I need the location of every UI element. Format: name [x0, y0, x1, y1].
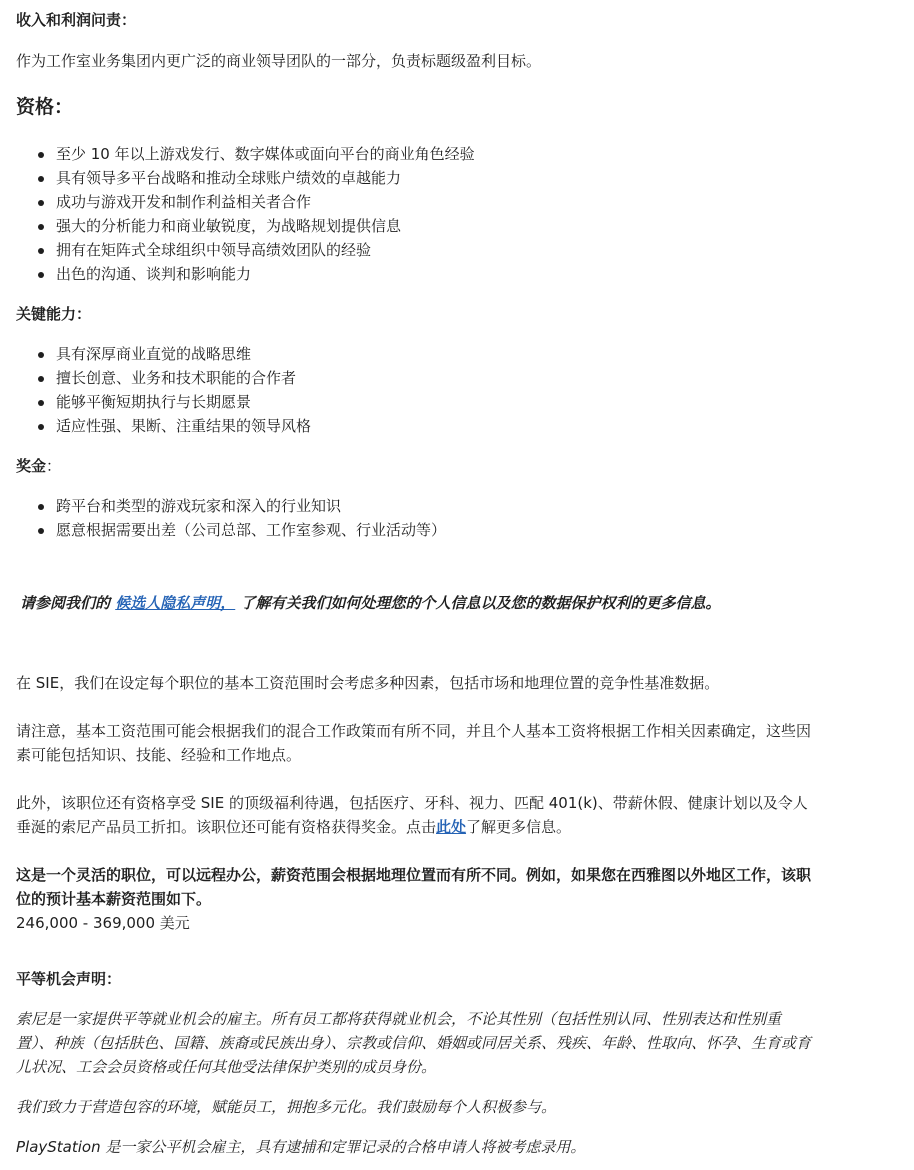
eeo-paragraph-3: PlayStation 是一家公平机会雇主，具有逮捕和定罪记录的合格申请人将被考虑录用。 [16, 1138, 586, 1156]
list-item: 至少 10 年以上游戏发行、数字媒体或面向平台的商业角色经验 [16, 142, 876, 166]
list-item: 具有领导多平台战略和推动全球账户绩效的卓越能力 [16, 166, 876, 190]
privacy-notice [20, 591, 880, 615]
list-item: 适应性强、果断、注重结果的领导风格 [16, 414, 876, 438]
list-item: 成功与游戏开发和制作利益相关者合作 [16, 190, 876, 214]
remote-notice-line-1: 这是一个灵活的职位，可以远程办公，薪资范围会根据地理位置而有所不同。例如，如果您在西雅图以外地区工作，该职 [16, 866, 812, 884]
list-item: 拥有在矩阵式全球组织中领导高绩效团队的经验 [16, 238, 876, 262]
list-item: 跨平台和类型的游戏玩家和深入的行业知识 [16, 494, 876, 518]
eeo-paragraph-1-line-1: 索尼是一家提供平等就业机会的雇主。所有员工都将获得就业机会，不论其性别（包括性别认同、性别表达和性别重 [16, 1010, 782, 1028]
eeo-paragraph-2: 我们致力于营造包容的环境，赋能员工，拥抱多元化。我们鼓励每个人积极参与。 [16, 1098, 557, 1116]
eeo-heading: 平等机会声明： [16, 970, 122, 988]
eeo-paragraph-1-line-2: 置）、种族（包括肤色、国籍、族裔或民族出身）、宗教或信仰、婚姻或同居关系、残疾、年龄、性取向、怀孕、生育或育 [16, 1034, 812, 1052]
pay-paragraph-2-line-1: 请注意，基本工资范围可能会根据我们的混合工作政策而有所不同，并且个人基本工资将根据工作相关因素确定，这些因 [16, 722, 812, 740]
pay-paragraph-3-text: 垂涎的索尼产品员工折扣。该职位还可能有资格获得奖金。点击 [16, 818, 437, 836]
list-item: 出色的沟通、谈判和影响能力 [16, 262, 876, 286]
eeo-paragraph-1-line-3: 儿状况、工会会员资格或任何其他受法律保护类别的成员身份。 [16, 1058, 437, 1076]
list-item: 愿意根据需要出差（公司总部、工作室参观、行业活动等） [16, 518, 876, 542]
privacy-before: 请参阅我们的 [20, 594, 116, 612]
remote-notice-line-2: 位的预计基本薪资范围如下。 [16, 890, 212, 908]
revenue-text: 作为工作室业务集团内更广泛的商业领导团队的一部分，负责标题级盈利目标。 [16, 52, 542, 70]
bonus-list [16, 494, 876, 542]
pay-paragraph-2-line-2: 素可能包括知识、技能、经验和工作地点。 [16, 746, 302, 764]
pay-paragraph-3-line-2 [16, 815, 876, 839]
key-abilities-list [16, 342, 876, 438]
pay-paragraph-3 [16, 791, 876, 839]
benefits-here-link[interactable]: 此处 [436, 818, 467, 836]
bonus-heading [16, 454, 876, 478]
qualifications-list [16, 142, 876, 286]
privacy-after: 了解有关我们如何处理您的个人信息以及您的数据保护权利的更多信息。 [235, 594, 721, 612]
remote-notice [16, 863, 876, 911]
pay-paragraph-3-text-end: 了解更多信息。 [466, 818, 572, 836]
list-item: 具有深厚商业直觉的战略思维 [16, 342, 876, 366]
list-item: 能够平衡短期执行与长期愿景 [16, 390, 876, 414]
revenue-heading: 收入和利润问责： [16, 11, 137, 29]
key-abilities-heading: 关键能力： [16, 305, 92, 323]
privacy-statement-link[interactable]: 候选人隐私声明， [115, 594, 236, 612]
eeo-paragraph-1 [16, 1007, 876, 1079]
list-item: 强大的分析能力和商业敏锐度，为战略规划提供信息 [16, 214, 876, 238]
pay-paragraph-2 [16, 719, 876, 767]
list-item: 擅长创意、业务和技术职能的合作者 [16, 366, 876, 390]
qualifications-heading: 资格： [16, 96, 74, 118]
bonus-heading-text: 奖金 [16, 457, 47, 475]
bonus-heading-colon: ： [46, 457, 62, 475]
pay-paragraph-1: 在 SIE，我们在设定每个职位的基本工资范围时会考虑多种因素，包括市场和地理位置的竞争性基准数据。 [16, 674, 720, 692]
pay-paragraph-3-line-1: 此外，该职位还有资格享受 SIE 的顶级福利待遇，包括医疗、牙科、视力、匹配 401(k)、带薪休假、健康计划以及令人 [16, 794, 808, 812]
salary-range: 246,000 - 369,000 美元 [16, 914, 190, 932]
